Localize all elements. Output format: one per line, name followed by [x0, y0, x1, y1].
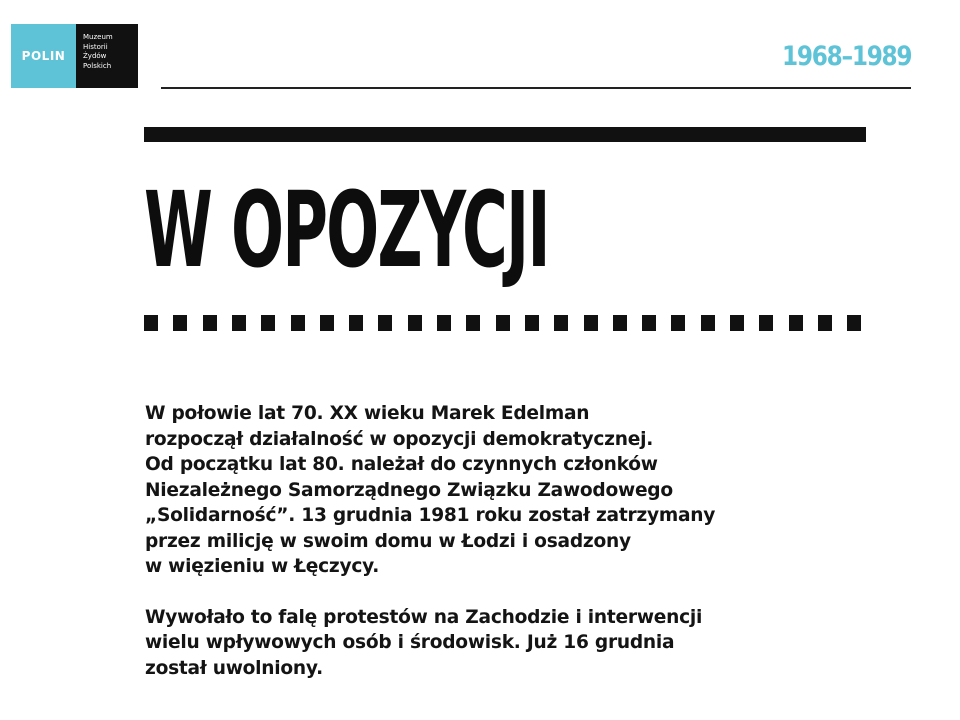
logo-mark-block — [11, 24, 76, 88]
divider-dash — [144, 315, 158, 331]
divider-dash — [437, 315, 451, 331]
divider-dash — [525, 315, 539, 331]
divider-dash — [466, 315, 480, 331]
divider-dash — [789, 315, 803, 331]
divider-dash — [232, 315, 246, 331]
divider-dash — [701, 315, 715, 331]
museum-logo — [11, 24, 138, 88]
divider-dash — [203, 315, 217, 331]
text-line: „Solidarność”. 13 grudnia 1981 roku został zatrzymany — [145, 505, 716, 526]
text-line: Wywołało to falę protestów na Zachodzie i interwencji — [145, 606, 703, 628]
divider-dash — [671, 315, 685, 331]
period-label: 1968–1989 — [781, 41, 911, 72]
divider-dash — [320, 315, 334, 331]
divider-dash — [584, 315, 598, 331]
paragraph-1 — [145, 401, 715, 580]
body-text — [145, 401, 715, 681]
divider-dash — [642, 315, 656, 331]
divider-dash — [818, 315, 832, 331]
divider-dash — [261, 315, 275, 331]
divider-dash — [349, 315, 363, 331]
title-top-bar — [144, 127, 866, 142]
divider-dash — [291, 315, 305, 331]
text-line: rozpoczął działalność w opozycji demokratycznej. — [145, 428, 654, 450]
logo-name-block — [76, 24, 138, 88]
page-title: W OPOZYCJI — [144, 169, 549, 291]
logo-name-line: Żydów — [83, 52, 107, 60]
text-line: W połowie lat 70. XX wieku Marek Edelman — [145, 403, 590, 424]
logo-name-line: Polskich — [83, 61, 112, 70]
divider-dash — [496, 315, 510, 331]
divider-dash — [847, 315, 861, 331]
text-line: został uwolniony. — [145, 657, 323, 679]
divider-dash — [554, 315, 568, 331]
text-line: Od początku lat 80. należał do czynnych członków — [145, 454, 658, 475]
paragraph-2 — [145, 605, 715, 682]
text-line: w więzieniu w Łęczycy. — [145, 556, 380, 577]
text-line: Niezależnego Samorządnego Związku Zawodowego — [145, 479, 673, 501]
text-line: wielu wpływowych osób i środowisk. Już 16 grudnia — [145, 632, 675, 653]
text-line: przez milicję w swoim domu w Łodzi i osadzony — [145, 530, 631, 552]
logo-mark-text: POLIN — [21, 49, 66, 63]
divider-dash — [408, 315, 422, 331]
header-divider — [161, 87, 911, 89]
divider-dash — [759, 315, 773, 331]
logo-name-line: Historii — [83, 42, 108, 51]
divider-dash — [730, 315, 744, 331]
logo-name-line: Muzeum — [83, 33, 113, 41]
divider-dash — [613, 315, 627, 331]
divider-dash — [173, 315, 187, 331]
divider-dash — [378, 315, 392, 331]
